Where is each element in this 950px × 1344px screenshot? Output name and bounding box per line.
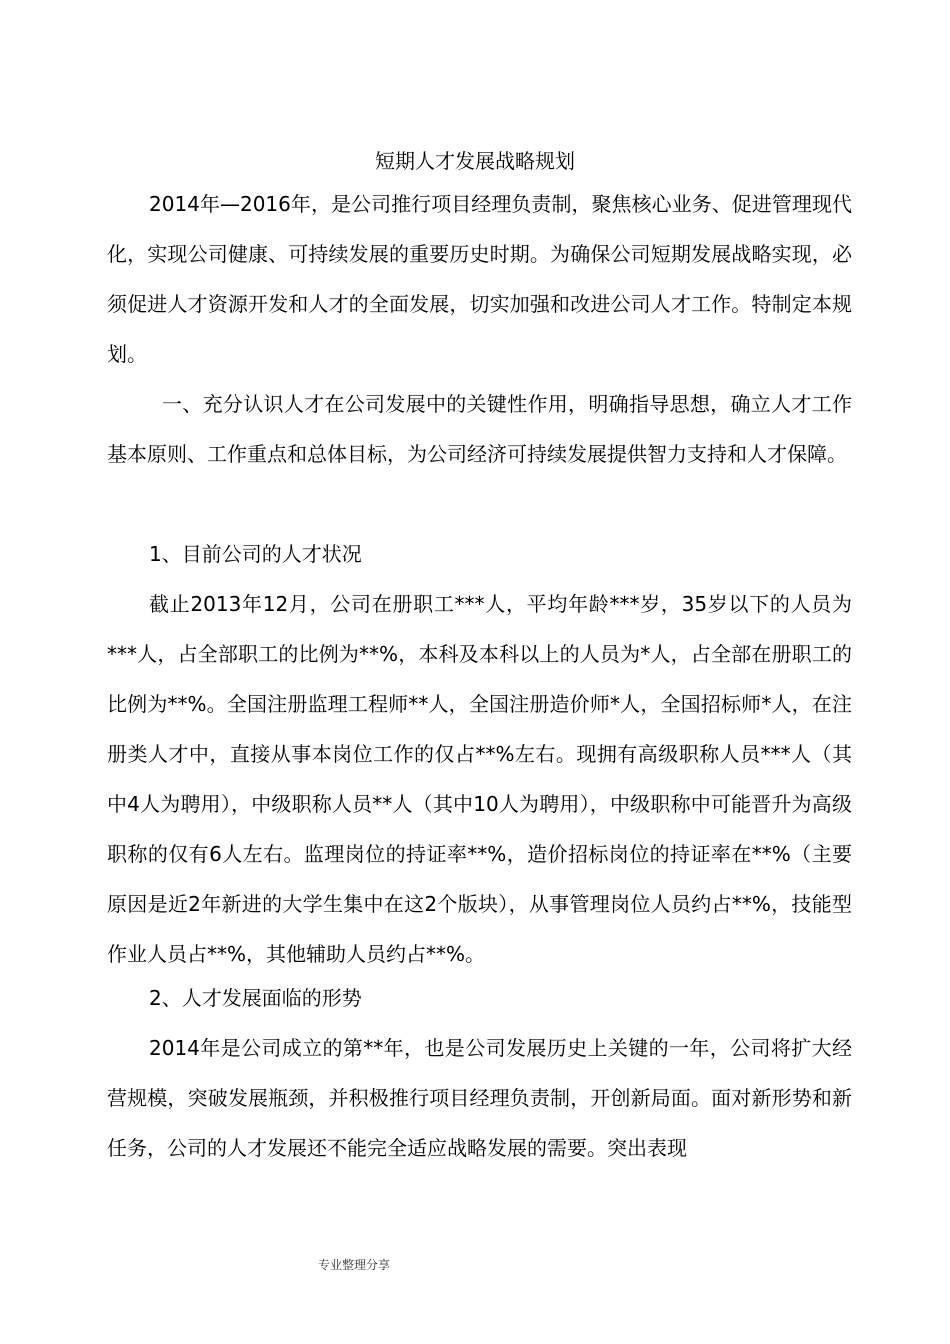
page-footer: 专业整理分享 (318, 1258, 391, 1272)
section-one-heading-paragraph: 一、充分认识人才在公司发展中的关键性作用，明确指导思想，确立人才工作基本原则、工作重点和总体目标，为公司经济可持续发展提供智力支持和人才保障。 (107, 392, 852, 466)
situation-paragraph: 2014年是公司成立的第**年，也是公司发展历史上关键的一年，公司将扩大经营规模，突破发展瓶颈，并积极推行项目经理负责制，开创新局面。面对新形势和新任务，公司的人才发展还不能完全适应战略发展的需要。突出表现 (107, 1036, 852, 1160)
intro-paragraph: 2014年—2016年，是公司推行项目经理负责制，聚焦核心业务、促进管理现代化，实现公司健康、可持续发展的重要历史时期。为确保公司短期发展战略实现，必须促进人才资源开发和人才的全面发展，切实加强和改进公司人才工作。特制定本规划。 (107, 192, 852, 366)
talent-status-paragraph: 截止2013年12月，公司在册职工***人，平均年龄***岁，35岁以下的人员为***人，占全部职工的比例为**%，本科及本科以上的人员为*人，占全部在册职工的比例为**%。全国注册监理工程师**人，全国注册造价师*人，全国招标师*人，在注册类人才中，直接从事本岗位工作的仅占**%左右。现拥有高级职称人员***人（其中4人为聘用），中级职称人员**人（其中10人为聘用），中级职称中可能晋升为高级职称的仅有6人左右。监理岗位的持证率**%，造价招标岗位的持证率在**%（主要原因是近2年新进的大学生集中在这2个版块），从事管理岗位人员约占**%，技能型作业人员占**%，其他辅助人员约占**%。 (107, 592, 852, 966)
subsection-1-heading: 1、目前公司的人才状况 (149, 542, 362, 566)
document-title: 短期人才发展战略规划 (375, 149, 575, 173)
subsection-2-heading: 2、人才发展面临的形势 (149, 986, 362, 1010)
